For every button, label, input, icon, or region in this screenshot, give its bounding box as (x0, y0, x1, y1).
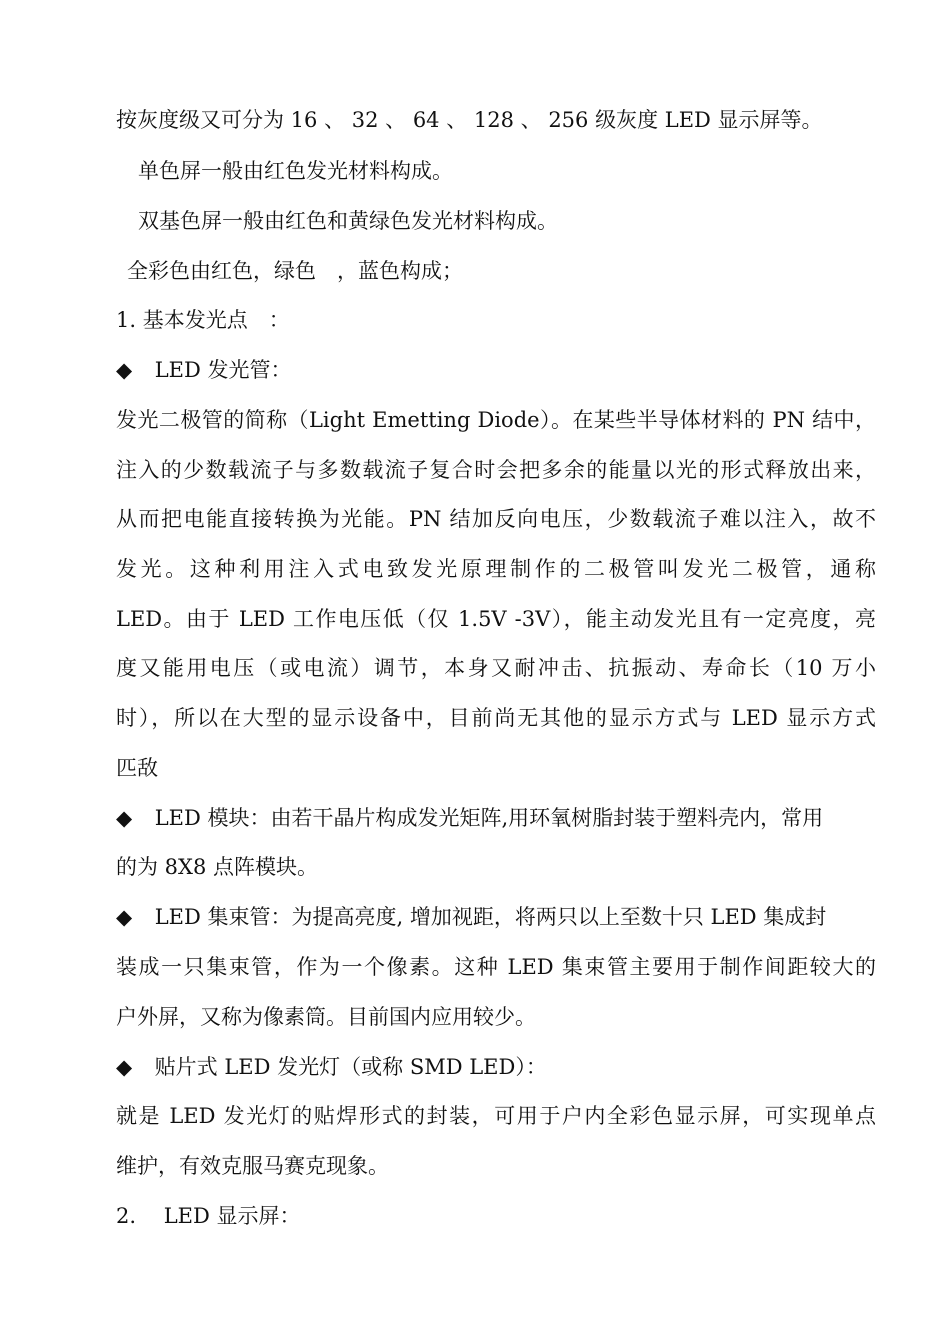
paragraph-line: 从而把电能直接转换为光能。PN 结加反向电压，少数载流子难以注入，故不 (116, 507, 876, 531)
paragraph-line: 的为 8X8 点阵模块。 (116, 855, 319, 879)
bullet-smd-led (116, 1053, 547, 1081)
paragraph-dual-color-screen: 双基色屏一般由红色和黄绿色发光材料构成。 (138, 209, 558, 233)
paragraph-line: 注入的少数载流子与多数载流子复合时会把多余的能量以光的形式释放出来， (116, 458, 876, 482)
diamond-bullet-icon: ◆ (116, 358, 133, 382)
paragraph-line: 维护，有效克服马赛克现象。 (116, 1154, 389, 1178)
bullet-led-cluster-text: LED 集束管：为提高亮度, 增加视距，将两只以上至数十只 LED 集成封 (154, 905, 827, 929)
bullet-led-module-text: LED 模块：由若干晶片构成发光矩阵,用环氧树脂封装于塑料壳内，常用 (154, 806, 824, 830)
bullet-led-module (116, 804, 876, 832)
paragraph-line: 发光二极管的简称（Light Emetting Diode）。在某些半导体材料的 PN 结中， (116, 408, 876, 432)
paragraph-line: LED。由于 LED 工作电压低（仅 1.5V -3V），能主动发光且有一定亮度，亮 (116, 607, 876, 631)
paragraph-line: 匹敌 (116, 756, 158, 780)
bullet-led-tube-label: LED 发光管： (154, 358, 292, 382)
section-heading-led-display: 2. LED 显示屏： (116, 1204, 301, 1228)
paragraph-line: 装成一只集束管，作为一个像素。这种 LED 集束管主要用于制作间距较大的 (116, 955, 876, 979)
diamond-bullet-icon: ◆ (116, 1055, 133, 1079)
paragraph-line: 度又能用电压（或电流）调节，本身又耐冲击、抗振动、寿命长（10 万小 (116, 656, 876, 680)
paragraph-line: 户外屏，又称为像素筒。目前国内应用较少。 (116, 1005, 536, 1029)
paragraph-grayscale-levels: 按灰度级又可分为 16 、 32 、 64 、 128 、 256 级灰度 LED 显示屏等。 (116, 108, 823, 132)
bullet-led-tube (116, 356, 291, 384)
diamond-bullet-icon: ◆ (116, 905, 133, 929)
paragraph-full-color: 全彩色由红色，绿色 ，蓝色构成； (127, 259, 463, 283)
paragraph-line: 发光。这种利用注入式电致发光原理制作的二极管叫发光二极管，通称 (116, 557, 876, 581)
paragraph-line: 时），所以在大型的显示设备中，目前尚无其他的显示方式与 LED 显示方式 (116, 706, 876, 730)
paragraph-mono-screen: 单色屏一般由红色发光材料构成。 (138, 159, 453, 183)
diamond-bullet-icon: ◆ (116, 806, 133, 830)
bullet-led-cluster (116, 903, 876, 931)
paragraph-line: 就是 LED 发光灯的贴焊形式的封装，可用于户内全彩色显示屏，可实现单点 (116, 1104, 876, 1128)
section-heading-basic-emitter: 1. 基本发光点 ： (116, 308, 290, 332)
bullet-smd-led-label: 贴片式 LED 发光灯（或称 SMD LED）： (154, 1055, 547, 1079)
